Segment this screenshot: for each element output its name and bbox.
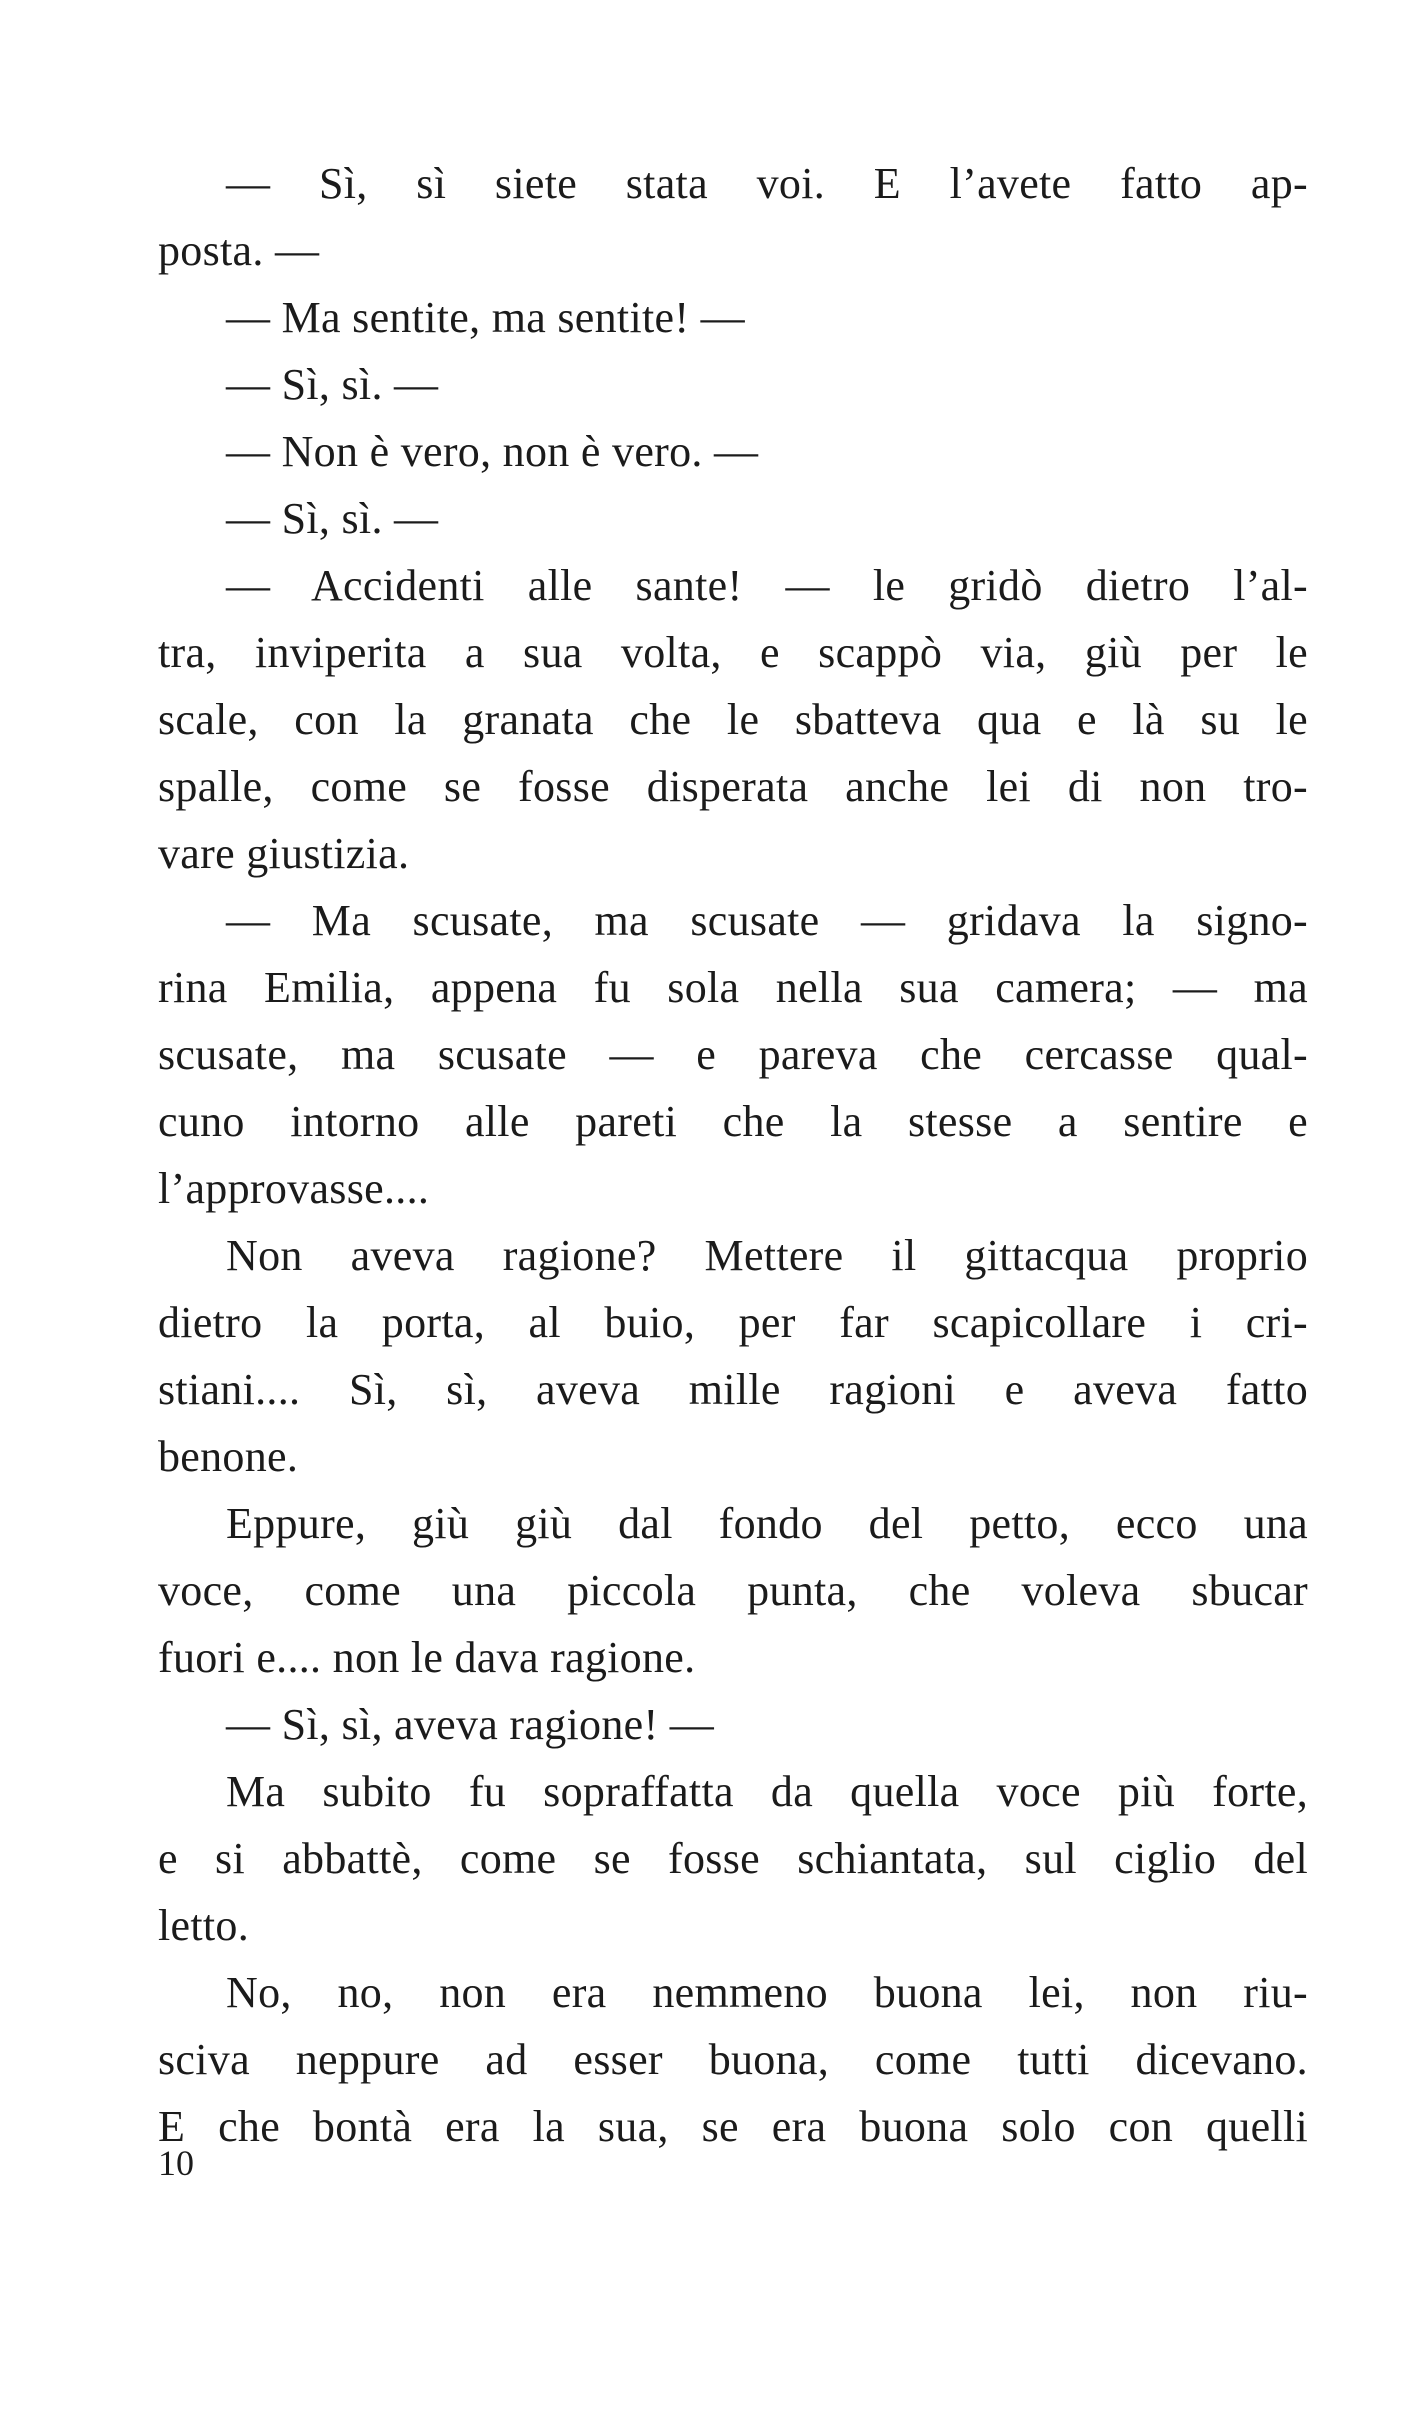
text-line: — Ma sentite, ma sentite! —: [226, 293, 745, 342]
text-line: dietro la porta, al buio, per far scapicollare i cri-: [158, 1298, 1308, 1347]
text-line: — Sì, sì. —: [226, 360, 439, 409]
text-line: Ma subito fu sopraffatta da quella voce più forte,: [226, 1767, 1308, 1816]
text-line: scusate, ma scusate — e pareva che cercasse qual-: [158, 1030, 1308, 1079]
text-line: sciva neppure ad esser buona, come tutti dicevano.: [158, 2035, 1308, 2084]
text-line: — Accidenti alle sante! — le gridò dietro l’al-: [226, 561, 1308, 610]
text-line: Eppure, giù giù dal fondo del petto, ecco una: [226, 1499, 1308, 1548]
text-line: — Sì, sì. —: [226, 494, 439, 543]
text-line: vare giustizia.: [158, 829, 410, 878]
text-line: stiani.... Sì, sì, aveva mille ragioni e aveva fatto: [158, 1365, 1308, 1414]
text-line: voce, come una piccola punta, che voleva sbucar: [158, 1566, 1308, 1615]
text-line: — Non è vero, non è vero. —: [226, 427, 759, 476]
body-text: [158, 150, 1308, 2160]
text-line: cuno intorno alle pareti che la stesse a sentire e: [158, 1097, 1308, 1146]
text-line: rina Emilia, appena fu sola nella sua camera; — ma: [158, 963, 1308, 1012]
text-line: — Sì, sì, aveva ragione! —: [226, 1700, 715, 1749]
text-line: posta. —: [158, 226, 320, 275]
text-line: — Sì, sì siete stata voi. E l’avete fatto ap-: [226, 159, 1308, 208]
text-line: spalle, come se fosse disperata anche lei di non tro-: [158, 762, 1308, 811]
text-line: e si abbattè, come se fosse schiantata, sul ciglio del: [158, 1834, 1308, 1883]
text-line: No, no, non era nemmeno buona lei, non riu-: [226, 1968, 1308, 2017]
page-number: 10: [158, 2143, 194, 2183]
text-line: Non aveva ragione? Mettere il gittacqua proprio: [226, 1231, 1308, 1280]
text-line: letto.: [158, 1901, 250, 1950]
text-line: fuori e.... non le dava ragione.: [158, 1633, 696, 1682]
text-line: scale, con la granata che le sbatteva qua e là su le: [158, 695, 1308, 744]
text-line: E che bontà era la sua, se era buona solo con quelli: [158, 2102, 1308, 2151]
text-line: l’approvasse....: [158, 1164, 430, 1213]
text-line: tra, inviperita a sua volta, e scappò via, giù per le: [158, 628, 1308, 677]
text-line: benone.: [158, 1432, 299, 1481]
text-line: — Ma scusate, ma scusate — gridava la signo-: [226, 896, 1308, 945]
